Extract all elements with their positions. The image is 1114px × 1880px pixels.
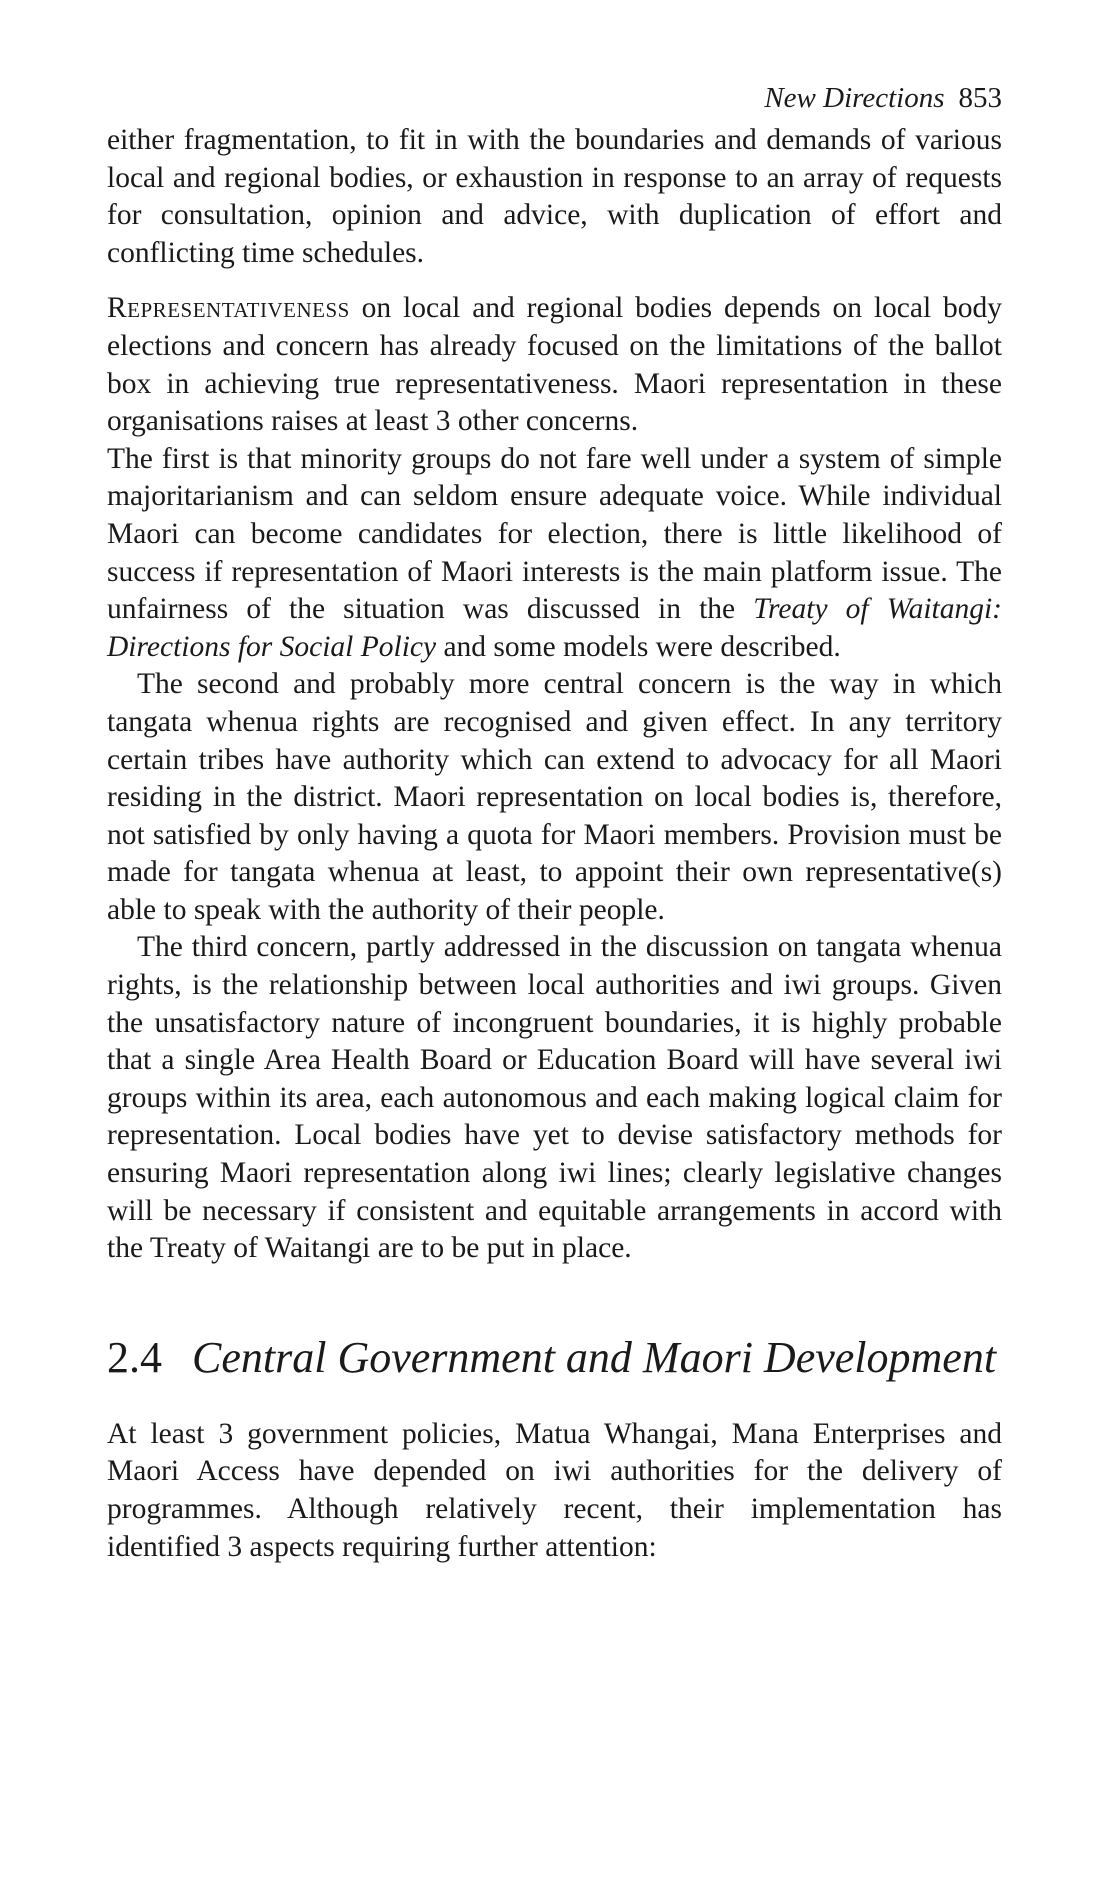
running-head	[107, 80, 1002, 116]
body-text	[107, 122, 1002, 1268]
running-head-title: New Directions	[764, 82, 945, 114]
section-heading	[107, 1332, 1002, 1384]
paragraph-first-concern	[107, 441, 1002, 667]
paragraph-second-concern: The second and probably more central concern is the way in which tangata whenua rights are recognised and given effect. In any territory certain tribes have authority which can extend to advocacy for all Maori residing in the district. Maori representation on local bodies is, therefore, not satisfied by only having a quota for Maori members. Provision must be made for tangata whenua at least, to appoint their own representative(s) able to speak with the authority of their people.	[107, 668, 1002, 926]
paragraph-first-concern-text: The first is that minority groups do not fare well under a system of simple majoritarianism and can seldom ensure adequate voice. While individual Maori can become candidates for election, there is little likelihood of success if representation of Maori interests is the main platform issue. The unfairness of the situation was discussed in the	[107, 442, 1002, 626]
page-number: 853	[958, 82, 1002, 114]
section-title: Central Government and Maori Development	[192, 1332, 997, 1382]
paragraph-representativeness	[107, 290, 1002, 440]
paragraph-first-concern-end: and some models were described.	[436, 630, 841, 663]
paragraph-lead-smallcaps: Representativeness	[107, 292, 350, 325]
book-page	[107, 80, 1002, 1566]
paragraph-government-policies: At least 3 government policies, Matua Whangai, Mana Enterprises and Maori Access have depended on iwi authorities for the delivery of programmes. Although relatively recent, their implementation has identified 3 aspects requiring further attention:	[107, 1417, 1002, 1563]
paragraph-fragmentation: either fragmentation, to fit in with the boundaries and demands of various local and regional bodies, or exhaustion in response to an array of requests for consultation, opinion and advice, with duplication of effort and conflicting time schedules.	[107, 124, 1002, 269]
paragraph-third-concern: The third concern, partly addressed in the discussion on tangata whenua rights, is the relationship between local authorities and iwi groups. Given the unsatisfactory nature of incongruent boundaries, it is highly probable that a single Area Health Board or Education Board will have several iwi groups within its area, each autonomous and each making logical claim for representation. Local bodies have yet to devise satisfactory methods for ensuring Maori representation along iwi lines; clearly legislative changes will be necessary if consistent and equitable arrangements in accord with the Treaty of Waitangi are to be put in place.	[107, 931, 1002, 1265]
section-number: 2.4	[107, 1332, 162, 1382]
paragraph-representativeness-text: on local and regional bodies depends on local body elections and concern has already focused on the limitations of the ballot box in achieving true representativeness. Maori representation in these organisations raises at least 3 other concerns.	[107, 292, 1002, 438]
cited-work-title: Treaty of Waitangi: Directions for Social Policy	[107, 593, 1002, 663]
section-body	[107, 1416, 1002, 1566]
